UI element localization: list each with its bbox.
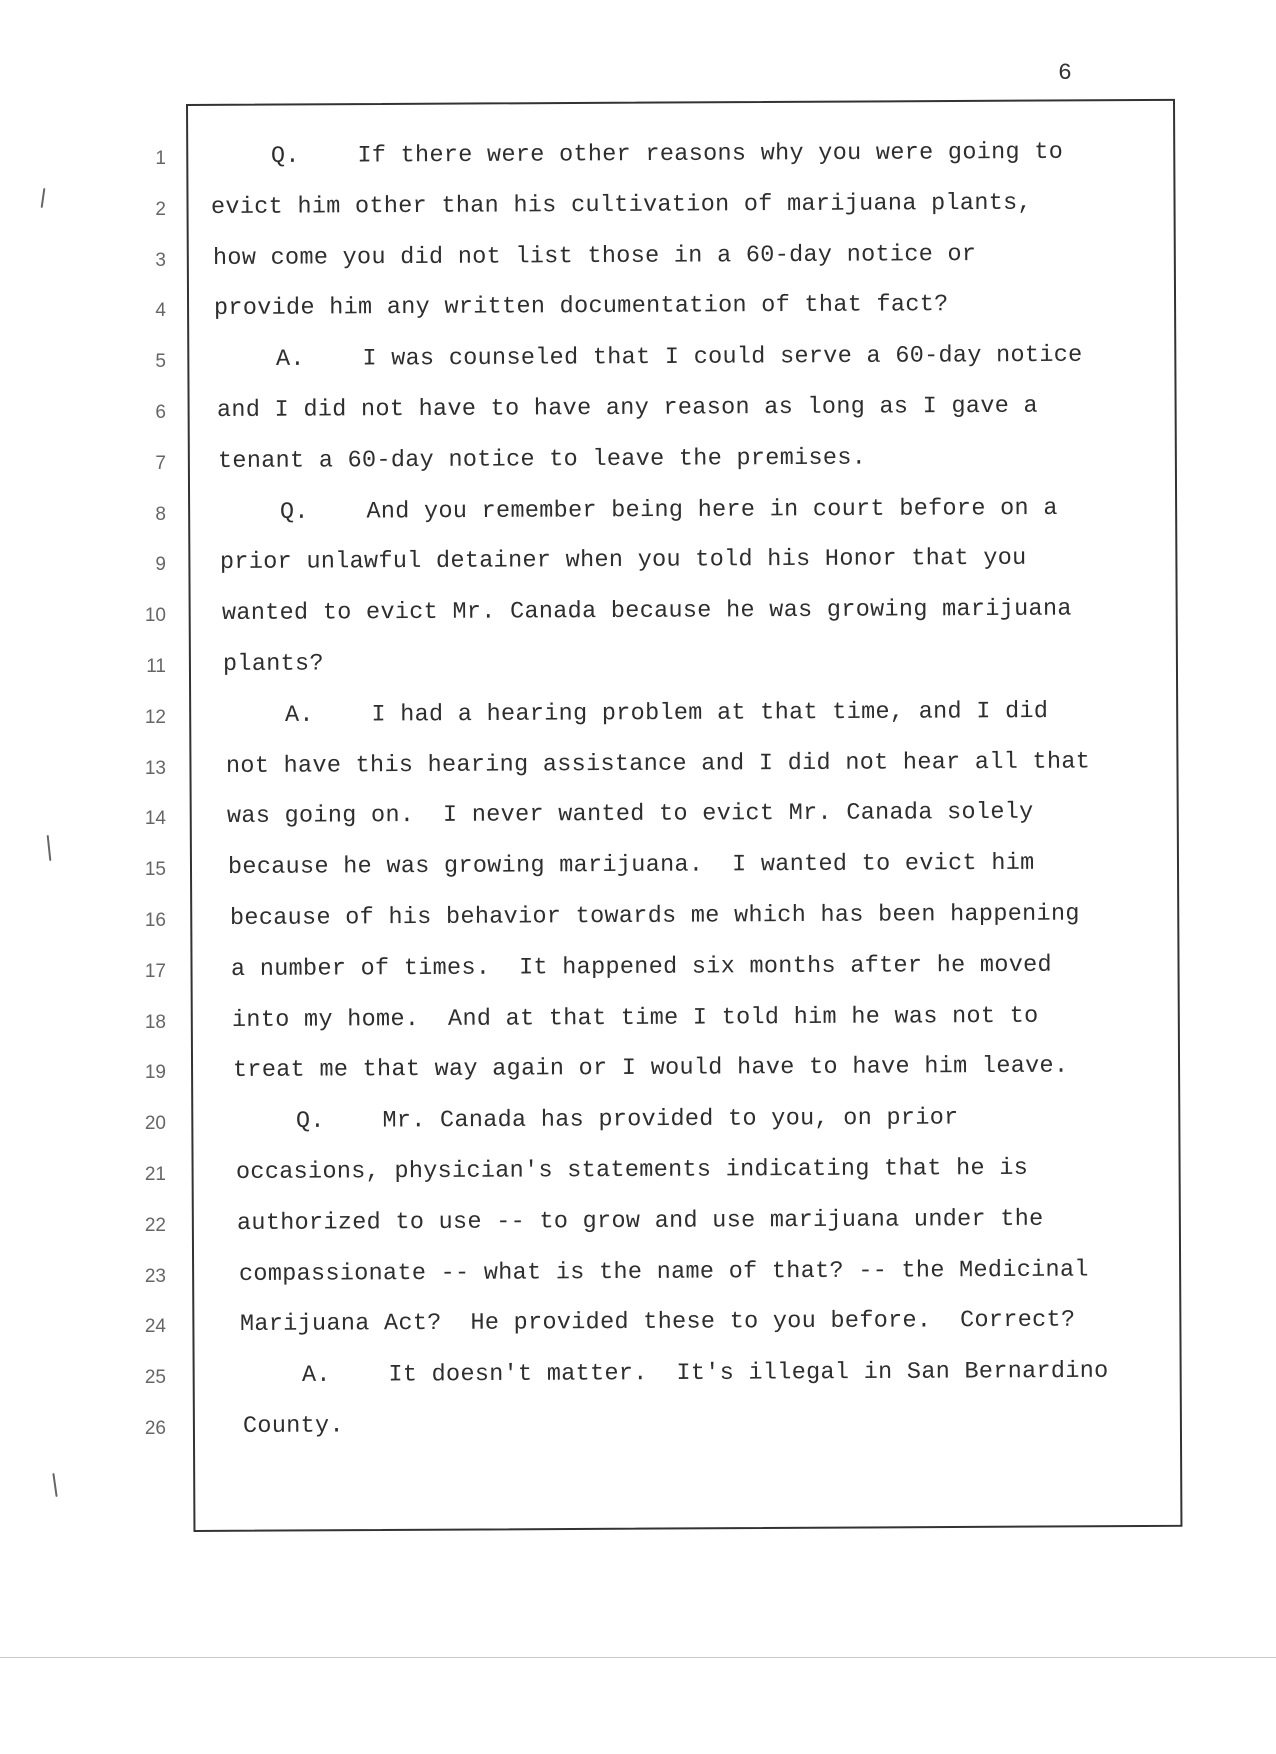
transcript-line: A. I was counseled that I could serve a 60-day notice — [276, 341, 1083, 374]
transcript-line: a number of times. It happened six months after he moved — [230, 951, 1052, 983]
line-number: 7 — [155, 452, 166, 474]
line-number: 11 — [146, 656, 166, 677]
line-number: 8 — [155, 503, 166, 525]
line-number: 25 — [144, 1367, 166, 1389]
line-number: 24 — [144, 1316, 166, 1338]
transcript-line: was going on. I never wanted to evict Mr. Canada solely — [226, 799, 1034, 831]
line-number: 6 — [155, 402, 166, 423]
line-number: 9 — [155, 554, 166, 576]
line-number: 14 — [144, 808, 166, 830]
line-number: 21 — [144, 1164, 166, 1185]
transcript-line: because he was growing marijuana. I wanted to evict him — [228, 849, 1035, 882]
line-number: 26 — [144, 1418, 166, 1439]
transcript-line: A. It doesn't matter. It's illegal in San Bernardino — [302, 1357, 1109, 1390]
transcript-line: tenant a 60-day notice to leave the premises. — [217, 444, 866, 475]
transcript-line: not have this hearing assistance and I did not hear all that — [225, 748, 1090, 780]
line-number: 17 — [144, 960, 166, 982]
line-number: 16 — [144, 910, 166, 931]
transcript-line: treat me that way again or I would have to have him leave. — [233, 1053, 1069, 1085]
transcript-line: how come you did not list those in a 60-day notice or — [212, 240, 976, 272]
line-number: 2 — [155, 198, 166, 220]
line-number: 4 — [155, 300, 166, 322]
line-number: 23 — [144, 1265, 166, 1287]
line-number: 20 — [144, 1113, 166, 1135]
line-number: 15 — [144, 859, 166, 881]
transcript-line: evict him other than his cultivation of marijuana plants, — [211, 189, 1033, 221]
transcript-line: authorized to use -- to grow and use marijuana under the — [237, 1205, 1044, 1237]
line-number: 3 — [155, 249, 166, 271]
transcript-line: into my home. And at that time I told him he was not to — [232, 1002, 1039, 1034]
scan-mark — [41, 188, 46, 208]
line-number: 10 — [144, 605, 166, 627]
transcript-line: and I did not have to have any reason as long as I gave a — [216, 392, 1038, 424]
line-number: 1 — [155, 148, 166, 169]
scan-mark — [52, 1473, 57, 1497]
transcript-line: provide him any written documentation of that fact? — [213, 291, 949, 323]
transcript-line: County. — [242, 1412, 344, 1440]
line-number: 18 — [144, 1011, 166, 1033]
transcript-line: compassionate -- what is the name of that? -- the Medicinal — [238, 1256, 1089, 1288]
line-number: 12 — [144, 706, 166, 728]
transcript-line: Marijuana Act? He provided these to you before. Correct? — [239, 1307, 1076, 1339]
transcript-line: Q. If there were other reasons why you were going to — [270, 138, 1064, 170]
transcript-line: prior unlawful detainer when you told his Honor that you — [220, 545, 1027, 577]
page-number: 6 — [1058, 60, 1072, 86]
transcript-line: Q. And you remember being here in court before on a — [280, 494, 1058, 526]
transcript-line: wanted to evict Mr. Canada because he was growing marijuana — [221, 595, 1072, 628]
line-number: 5 — [155, 351, 166, 373]
transcript-line: A. I had a hearing problem at that time, and I did — [285, 697, 1049, 729]
transcript-line: plants? — [222, 650, 324, 678]
transcript-line: occasions, physician's statements indicating that he is — [235, 1154, 1029, 1186]
transcript-line: Q. Mr. Canada has provided to you, on prior — [295, 1104, 959, 1136]
line-number: 19 — [144, 1062, 166, 1084]
transcript-line: because of his behavior towards me which has been happening — [229, 900, 1080, 932]
bottom-rule — [0, 1657, 1276, 1658]
line-number: 13 — [144, 757, 166, 779]
line-number: 22 — [144, 1214, 166, 1236]
scan-mark — [47, 835, 52, 861]
